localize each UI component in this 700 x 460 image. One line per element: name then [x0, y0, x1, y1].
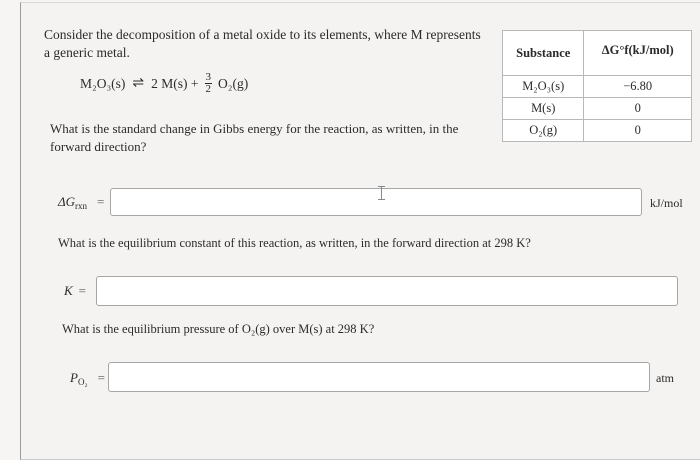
gibbs-energy-table — [502, 30, 692, 142]
product-metal: 2 M(s) + — [151, 75, 199, 91]
table-header-dgf: ΔG°f(kJ/mol) — [584, 31, 692, 76]
table-header-substance: Substance — [503, 31, 584, 76]
reaction-equation — [80, 72, 248, 95]
question-intro: Consider the decomposition of a metal oxide to its elements, where M represents a generic metal. — [44, 27, 481, 60]
equilibrium-arrow: ⇌ — [132, 76, 145, 91]
po2-label: $P_{O_2}$ = — [70, 370, 105, 387]
text-cursor — [381, 186, 382, 200]
po2-input[interactable] — [108, 362, 650, 392]
k-label: K = — [64, 283, 87, 298]
table-row: M(s) 0 — [503, 98, 692, 120]
reactant: M₂O₃(s) — [80, 75, 126, 91]
table-row: M₂O₃(s) −6.80 — [503, 76, 692, 98]
dg-rxn-input[interactable] — [110, 188, 642, 216]
question-dg-prompt: What is the standard change in Gibbs energy for the reaction, as written, in the forward direction? — [50, 121, 459, 154]
dg-rxn-label: $\Delta G_{rxn}$ = — [58, 194, 105, 211]
question-pressure-prompt: What is the equilibrium pressure of O₂(g) over M(s) at 298 K? — [62, 322, 375, 336]
table-row: O₂(g) 0 — [503, 120, 692, 142]
product-oxygen: O₂(g) — [218, 75, 249, 91]
pressure-unit: atm — [656, 371, 674, 385]
question-k-prompt: What is the equilibrium constant of this reaction, as written, in the forward direction at 298 K? — [58, 236, 531, 250]
k-input[interactable] — [96, 276, 678, 306]
dg-unit: kJ/mol — [650, 196, 683, 210]
stoich-fraction: $\frac{3}{2}$ — [205, 71, 212, 95]
